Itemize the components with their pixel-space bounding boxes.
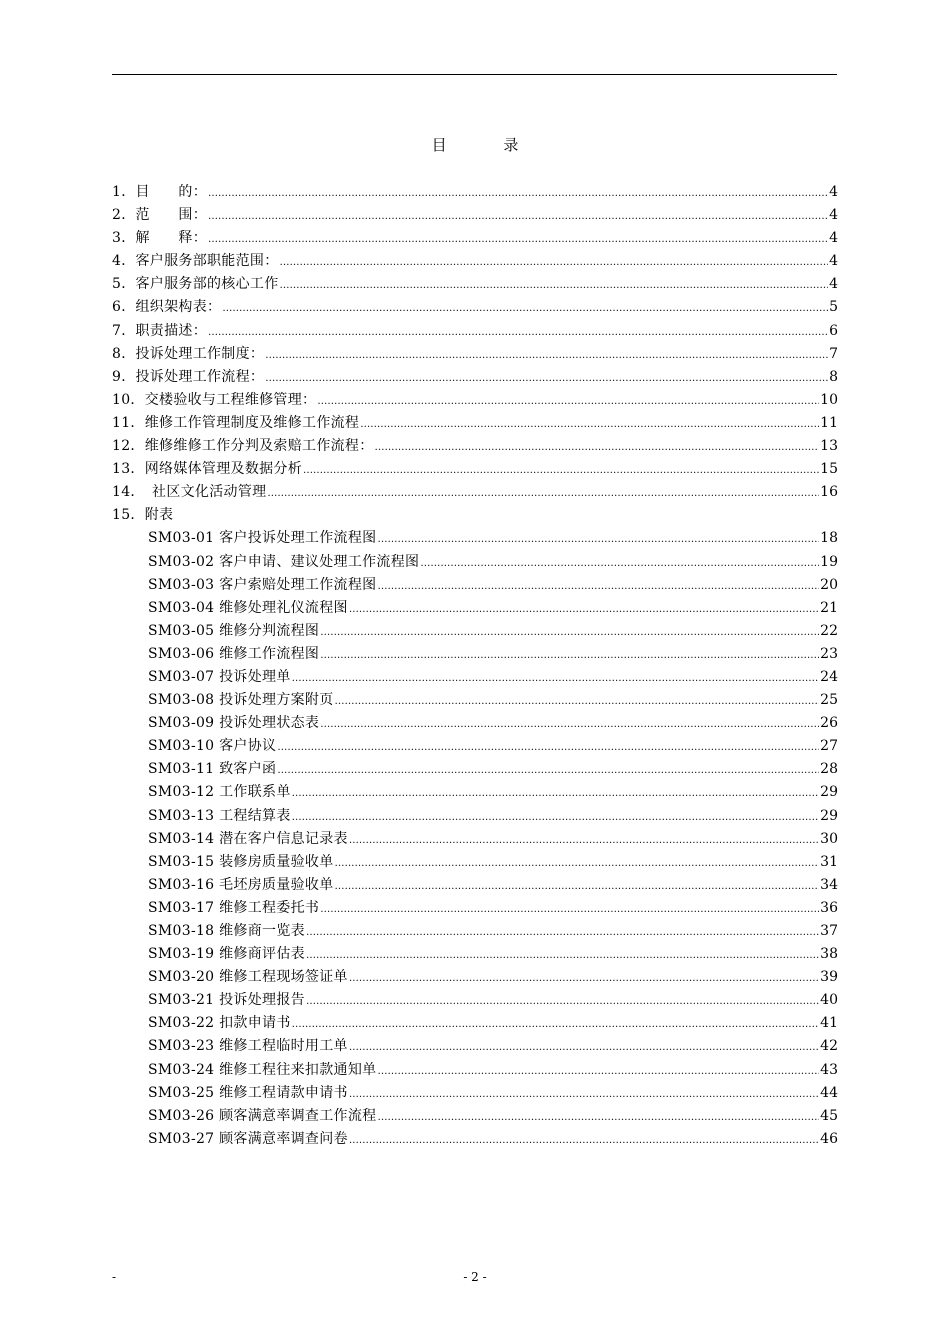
appendix-entry-label: SM03-07 投诉处理单	[148, 668, 291, 685]
toc-entry-page: 6	[829, 322, 838, 339]
appendix-entry-page: 39	[820, 969, 838, 986]
footer-page-number: - 2 -	[463, 1270, 487, 1284]
toc-entry-label: 1．目 的：	[112, 184, 208, 200]
toc-entry-label: 7．职责描述：	[112, 322, 208, 339]
appendix-entry-page: 22	[820, 622, 838, 639]
appendix-entry[interactable]	[112, 1059, 838, 1082]
toc-title: 目 录	[431, 136, 545, 154]
appendix-entry[interactable]	[112, 897, 838, 920]
appendix-entry[interactable]	[112, 1035, 838, 1058]
appendix-entry-page: 29	[820, 784, 838, 801]
toc-entry-label: 12．维修维修工作分判及索赔工作流程：	[112, 438, 374, 455]
appendix-entry-label: SM03-06 维修工作流程图	[148, 645, 320, 662]
appendix-entry-label: SM03-22 扣款申请书	[148, 1015, 291, 1032]
appendix-entry[interactable]	[112, 851, 838, 874]
appendix-entry-page: 46	[820, 1130, 838, 1147]
toc-entry-page: 13	[820, 438, 838, 455]
toc-entry[interactable]	[112, 204, 838, 227]
leader-dots	[377, 575, 819, 598]
toc-entry-label: 14． 社区文化活动管理	[112, 484, 267, 501]
leader-dots	[349, 829, 819, 852]
leader-dots	[377, 1106, 819, 1129]
appendix-entry-label: SM03-19 维修商评估表	[148, 946, 305, 963]
appendix-entry[interactable]	[112, 527, 838, 550]
appendix-entry[interactable]	[112, 920, 838, 943]
appendix-entry-label: SM03-14 潜在客户信息记录表	[148, 830, 348, 847]
leader-dots	[377, 1060, 819, 1083]
toc-entry[interactable]	[112, 481, 838, 504]
leader-dots	[208, 205, 828, 228]
appendix-entry-label: SM03-04 维修处理礼仪流程图	[148, 599, 348, 616]
toc-entry-page: 4	[829, 184, 838, 200]
appendix-entry-label: SM03-24 维修工程往来扣款通知单	[148, 1061, 377, 1078]
appendix-entry[interactable]	[112, 828, 838, 851]
leader-dots	[303, 459, 819, 482]
toc-entry-page: 4	[829, 207, 838, 224]
leader-dots	[420, 552, 819, 575]
appendix-entry-page: 40	[820, 992, 838, 1009]
leader-dots	[320, 644, 819, 667]
appendix-entry[interactable]	[112, 689, 838, 712]
appendix-heading: 15．附表	[112, 507, 174, 524]
appendix-entry[interactable]	[112, 620, 838, 643]
toc-entry-page: 4	[829, 276, 838, 293]
appendix-entry-page: 28	[820, 761, 838, 778]
toc-entry-page: 4	[829, 230, 838, 247]
appendix-entry[interactable]	[112, 643, 838, 666]
appendix-entry-label: SM03-11 致客户函	[148, 761, 277, 778]
appendix-entry-label: SM03-01 客户投诉处理工作流程图	[148, 530, 377, 547]
appendix-entry-label: SM03-02 客户申请、建议处理工作流程图	[148, 553, 420, 570]
appendix-entry[interactable]	[112, 597, 838, 620]
leader-dots	[335, 690, 820, 713]
appendix-entry-page: 24	[820, 668, 838, 685]
appendix-entry-label: SM03-10 客户协议	[148, 738, 277, 755]
toc-entry[interactable]	[112, 389, 838, 412]
leader-dots	[320, 898, 819, 921]
leader-dots	[292, 667, 820, 690]
appendix-entry-label: SM03-03 客户索赔处理工作流程图	[148, 576, 377, 593]
leader-dots	[267, 482, 819, 505]
toc-entry-label: 10．交楼验收与工程维修管理：	[112, 391, 317, 408]
appendix-entry-page: 43	[820, 1061, 838, 1078]
leader-dots	[306, 944, 819, 967]
toc-entry-page: 10	[820, 391, 838, 408]
leader-dots	[208, 321, 828, 344]
appendix-entry-label: SM03-08 投诉处理方案附页	[148, 692, 334, 709]
toc-entry-label: 2．范 围：	[112, 207, 208, 224]
leader-dots	[280, 251, 829, 274]
leader-dots	[208, 182, 828, 205]
appendix-entry[interactable]	[112, 758, 838, 781]
appendix-entry-page: 21	[820, 599, 838, 616]
appendix-entry-page: 29	[820, 807, 838, 824]
appendix-entry-page: 20	[820, 576, 838, 593]
leader-dots	[320, 713, 819, 736]
toc-entry[interactable]	[112, 458, 838, 481]
table-of-contents	[112, 181, 838, 1151]
appendix-entry-page: 19	[820, 553, 838, 570]
leader-dots	[265, 344, 828, 367]
appendix-entry-page: 45	[820, 1107, 838, 1124]
toc-entry-label: 5．客户服务部的核心工作	[112, 276, 279, 293]
appendix-entry[interactable]	[112, 989, 838, 1012]
toc-entry[interactable]	[112, 250, 838, 273]
toc-entry[interactable]	[112, 181, 838, 204]
toc-entry[interactable]	[112, 343, 838, 366]
appendix-entry-page: 27	[820, 738, 838, 755]
appendix-entry-label: SM03-16 毛坯房质量验收单	[148, 876, 334, 893]
leader-dots	[377, 528, 819, 551]
appendix-entry-page: 42	[820, 1038, 838, 1055]
toc-entry-page: 16	[820, 484, 838, 501]
leader-dots	[265, 367, 828, 390]
appendix-entry[interactable]	[112, 874, 838, 897]
appendix-entry[interactable]	[112, 1082, 838, 1105]
appendix-entry-label: SM03-17 维修工程委托书	[148, 899, 320, 916]
appendix-entry[interactable]	[112, 574, 838, 597]
leader-dots	[277, 736, 819, 759]
leader-dots	[277, 759, 819, 782]
leader-dots	[335, 852, 820, 875]
appendix-entry[interactable]	[112, 805, 838, 828]
appendix-entry-page: 26	[820, 715, 838, 732]
leader-dots	[349, 967, 819, 990]
leader-dots	[349, 1129, 819, 1152]
toc-entry-page: 15	[820, 461, 838, 478]
toc-entry-label: 13．网络媒体管理及数据分析	[112, 461, 303, 478]
toc-entry[interactable]	[112, 320, 838, 343]
appendix-entry-label: SM03-09 投诉处理状态表	[148, 715, 320, 732]
toc-entry-label: 3．解 释：	[112, 230, 208, 247]
leader-dots	[349, 598, 819, 621]
appendix-entry[interactable]	[112, 1012, 838, 1035]
appendix-entry-page: 31	[820, 853, 838, 870]
appendix-entry-page: 30	[820, 830, 838, 847]
leader-dots	[292, 806, 820, 829]
appendix-entry[interactable]	[112, 966, 838, 989]
appendix-entry-label: SM03-20 维修工程现场签证单	[148, 969, 348, 986]
leader-dots	[292, 782, 820, 805]
leader-dots	[349, 1083, 819, 1106]
appendix-entry-label: SM03-05 维修分判流程图	[148, 622, 320, 639]
appendix-entry-label: SM03-18 维修商一览表	[148, 923, 305, 939]
toc-entry-page: 8	[829, 368, 838, 385]
toc-entry-label: 9．投诉处理工作流程：	[112, 368, 265, 385]
appendix-entry-label: SM03-12 工作联系单	[148, 784, 291, 801]
toc-entry[interactable]	[112, 366, 838, 389]
appendix-entry-label: SM03-13 工程结算表	[148, 807, 291, 824]
appendix-entry-label: SM03-21 投诉处理报告	[148, 992, 305, 1009]
toc-entry-label: 11．维修工作管理制度及维修工作流程	[112, 414, 360, 431]
leader-dots	[306, 921, 819, 944]
toc-entry[interactable]	[112, 412, 838, 435]
toc-entry-page: 4	[829, 253, 838, 270]
appendix-entry[interactable]	[112, 1105, 838, 1128]
leader-dots	[306, 990, 819, 1013]
appendix-entry-page: 23	[820, 645, 838, 662]
appendix-entry-page: 37	[820, 923, 838, 939]
appendix-entry[interactable]	[112, 712, 838, 735]
appendix-entry-label: SM03-15 装修房质量验收单	[148, 853, 334, 870]
footer-mark: -	[112, 1270, 117, 1284]
toc-entry-label: 8．投诉处理工作制度：	[112, 345, 265, 362]
appendix-entry-page: 41	[820, 1015, 838, 1032]
appendix-entry-label: SM03-23 维修工程临时用工单	[148, 1038, 348, 1055]
leader-dots	[208, 228, 828, 251]
toc-entry-page: 11	[820, 414, 838, 431]
appendix-entry-page: 25	[820, 692, 838, 709]
appendix-entry-page: 36	[820, 899, 838, 916]
appendix-entry-page: 38	[820, 946, 838, 963]
appendix-entry[interactable]	[112, 551, 838, 574]
leader-dots	[222, 297, 828, 320]
leader-dots	[335, 875, 820, 898]
leader-dots	[360, 413, 819, 436]
leader-dots	[292, 1013, 820, 1036]
appendix-entry[interactable]	[112, 666, 838, 689]
toc-entry-label: 6．组织架构表：	[112, 299, 222, 316]
leader-dots	[320, 621, 819, 644]
header-rule	[112, 74, 837, 75]
toc-entry-label: 4．客户服务部职能范围：	[112, 253, 279, 270]
appendix-entry-page: 34	[820, 876, 838, 893]
appendix-entry-label: SM03-25 维修工程请款申请书	[148, 1084, 348, 1101]
appendix-entry-page: 44	[820, 1084, 838, 1101]
appendix-entry[interactable]	[112, 735, 838, 758]
leader-dots	[349, 1036, 819, 1059]
appendix-entry[interactable]	[112, 781, 838, 804]
toc-entry[interactable]	[112, 296, 838, 319]
toc-entry-page: 5	[829, 299, 838, 316]
leader-dots	[317, 390, 819, 413]
appendix-entry-label: SM03-26 顾客满意率调查工作流程	[148, 1107, 377, 1124]
toc-entry[interactable]	[112, 435, 838, 458]
toc-entry[interactable]	[112, 273, 838, 296]
appendix-entry-label: SM03-27 顾客满意率调查问卷	[148, 1130, 348, 1147]
appendix-heading-row[interactable]	[112, 504, 838, 527]
appendix-entry-page: 18	[820, 530, 838, 547]
toc-entry-page: 7	[829, 345, 838, 362]
appendix-entry[interactable]	[112, 943, 838, 966]
leader-dots	[375, 436, 820, 459]
appendix-entry[interactable]	[112, 1128, 838, 1151]
leader-dots	[280, 274, 829, 297]
toc-entry[interactable]	[112, 227, 838, 250]
